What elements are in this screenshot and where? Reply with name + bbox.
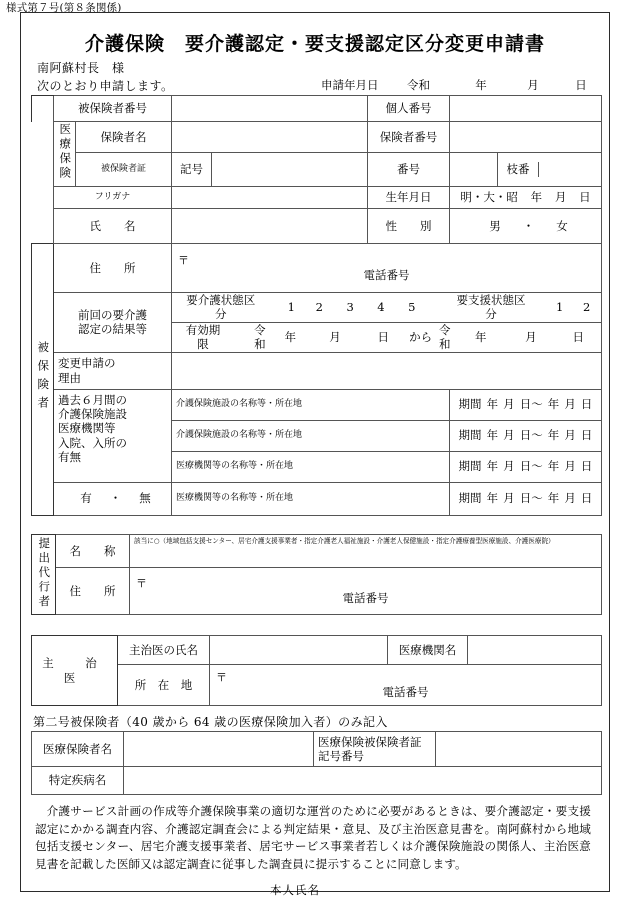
support-level-2[interactable]: 2 <box>582 300 591 315</box>
validity-from-day[interactable]: 日 <box>377 329 390 344</box>
personal-number-input[interactable] <box>450 96 602 122</box>
medical-card-number-label: 医療保険被保険者証 記号番号 <box>314 732 436 767</box>
period-from-day[interactable]: 日～ <box>519 397 543 412</box>
admission-no[interactable]: 無 <box>139 491 151 506</box>
card-branch-cell[interactable] <box>498 153 602 187</box>
period-to-year[interactable]: 年 <box>547 428 560 443</box>
card-symbol-label: 記号 <box>172 153 212 187</box>
medical-insurer-name-input[interactable] <box>124 732 314 767</box>
support-level-1[interactable]: 1 <box>555 300 564 315</box>
period-from-month[interactable]: 月 <box>503 428 515 443</box>
second-insured-title: 第二号被保険者（40 歳から 64 歳の医療保険加入者）のみ記入 <box>33 715 388 729</box>
agent-name-label: 名 称 <box>56 535 130 568</box>
period-to-year[interactable]: 年 <box>547 397 560 412</box>
doctor-table <box>31 635 602 706</box>
period-to-day[interactable]: 日 <box>580 397 593 412</box>
facility-period[interactable] <box>450 451 602 482</box>
period-label: 期間 <box>458 459 482 474</box>
admission-history-label: 過去６月間の 介護保険施設 医療機関等 入院、入所の 有無 <box>54 389 172 482</box>
validity-connector: から <box>409 329 433 344</box>
medical-card-number-input[interactable] <box>436 732 602 767</box>
doctor-institution-input[interactable] <box>468 636 602 665</box>
postal-mark: 〒 <box>136 576 147 590</box>
period-from-day[interactable]: 日～ <box>519 459 543 474</box>
validity-era-to: 令和 <box>439 322 451 352</box>
validity-era-from: 令和 <box>254 322 266 352</box>
form-number: 様式第７号(第８条関係) <box>6 2 122 14</box>
care-level-row[interactable] <box>172 293 602 323</box>
doctor-institution-label: 医療機関名 <box>388 636 468 665</box>
birthdate-label: 生年月日 <box>368 187 450 209</box>
second-insured-table-wrapper <box>31 731 601 795</box>
medical-insurance-vertical-label: 医療保険 <box>54 122 76 187</box>
insured-number-label: 被保険者番号 <box>54 96 172 122</box>
insurer-name-input[interactable] <box>172 122 368 153</box>
application-date-year[interactable]: 年 <box>475 78 487 92</box>
table-row <box>32 665 602 706</box>
care-level-1[interactable]: 1 <box>287 300 295 315</box>
table-row <box>32 209 602 244</box>
birth-day[interactable]: 日 <box>579 190 591 205</box>
tel-label: 電話番号 <box>363 267 410 282</box>
agent-table <box>31 534 602 615</box>
insurer-number-input[interactable] <box>450 122 602 153</box>
period-from-year[interactable]: 年 <box>486 428 499 443</box>
table-row <box>32 153 602 187</box>
personal-number-label: 個人番号 <box>368 96 450 122</box>
table-row <box>32 535 602 568</box>
table-row <box>32 482 602 515</box>
agent-vertical-label: 提出代行者 <box>32 535 56 615</box>
period-label: 期間 <box>458 428 482 443</box>
period-from-year[interactable]: 年 <box>486 397 499 412</box>
facility-name-label: 医療機関等の名称等・所在地 <box>172 482 450 515</box>
consent-paragraph: 介護サービス計画の作成等介護保険事業の適切な運営のために必要があるときは、要介護認定・要支援認定にかかる調査内容、介護認定調査会による判定結果・意見、及び主治医意見書を。南阿蘇村から地域包括支援センター、居宅介護支援事業者、居宅サービス事業者若しくは介護保険施設の関係人、主治医意見書を記載した医師又は認定調査に従事した調査員に提示することに同意します。 <box>35 804 591 871</box>
care-level-label: 要介護状態区分 <box>186 293 256 322</box>
period-to-day[interactable]: 日 <box>580 459 593 474</box>
birthdate-input[interactable] <box>450 187 602 209</box>
furigana-label: フリガナ <box>54 187 172 209</box>
period-from-year[interactable]: 年 <box>486 459 499 474</box>
postal-mark: 〒 <box>216 670 227 684</box>
name-input[interactable] <box>172 209 368 244</box>
period-from-month[interactable]: 月 <box>503 397 515 412</box>
period-to-day[interactable]: 日 <box>580 491 593 506</box>
insurer-number-label: 保険者番号 <box>368 122 450 153</box>
period-to-day[interactable]: 日 <box>580 428 593 443</box>
table-row <box>32 767 602 795</box>
table-row <box>32 122 602 153</box>
facility-name-label: 介護保険施設の名称等・所在地 <box>172 420 450 451</box>
doctor-section-label: 主 治 医 <box>32 636 118 706</box>
application-date-label: 申請年月日 <box>321 78 379 92</box>
insurer-name-label: 保険者名 <box>76 122 172 153</box>
admission-yes[interactable]: 有 <box>80 491 92 506</box>
table-row <box>32 732 602 767</box>
name-label: 氏 名 <box>54 209 172 244</box>
card-number-input[interactable] <box>450 153 498 187</box>
gender-female[interactable]: 女 <box>556 218 568 233</box>
table-row <box>32 187 602 209</box>
table-row <box>32 636 602 665</box>
main-table <box>31 95 602 516</box>
admission-yesno[interactable] <box>54 482 172 515</box>
period-to-month[interactable]: 月 <box>564 459 576 474</box>
second-insured-table <box>31 731 602 795</box>
facility-name-label: 介護保険施設の名称等・所在地 <box>172 389 450 420</box>
agent-table-wrapper <box>31 534 601 615</box>
agent-address-input[interactable] <box>130 568 602 615</box>
period-from-day[interactable]: 日～ <box>519 428 543 443</box>
gender-input[interactable] <box>450 209 602 244</box>
insured-number-input[interactable] <box>172 96 368 122</box>
facility-name-label: 医療機関等の名称等・所在地 <box>172 451 450 482</box>
period-from-month[interactable]: 月 <box>503 459 515 474</box>
table-row <box>32 244 602 293</box>
gender-male[interactable]: 男 <box>489 218 501 233</box>
card-number-label: 番号 <box>368 153 450 187</box>
period-to-year[interactable]: 年 <box>547 491 560 506</box>
page-title: 介護保険 要介護認定・要支援認定区分変更申請書 <box>84 33 545 55</box>
insurance-card-label: 被保険者証 <box>76 153 172 187</box>
doctor-location-input[interactable] <box>210 665 602 706</box>
validity-from-month[interactable]: 月 <box>329 329 341 344</box>
table-row <box>32 568 602 615</box>
furigana-input[interactable] <box>172 187 368 209</box>
doctor-table-wrapper <box>31 635 601 706</box>
validity-label: 有効期限 <box>185 322 221 352</box>
period-label: 期間 <box>458 491 482 506</box>
gender-separator: ・ <box>522 218 535 233</box>
tel-label: 電話番号 <box>382 684 429 699</box>
change-reason-label: 変更申請の 理由 <box>54 352 172 389</box>
period-to-month[interactable]: 月 <box>564 397 576 412</box>
gender-label: 性 別 <box>368 209 450 244</box>
application-date-month[interactable]: 月 <box>527 78 539 92</box>
address-input[interactable] <box>172 244 602 293</box>
previous-result-label: 前回の要介護 認定の結果等 <box>54 293 172 353</box>
specified-disease-input[interactable] <box>124 767 602 795</box>
period-from-day[interactable]: 日～ <box>519 491 543 506</box>
admission-separator: ・ <box>109 491 122 506</box>
period-to-month[interactable]: 月 <box>564 428 576 443</box>
table-row <box>32 293 602 323</box>
postal-mark: 〒 <box>178 253 189 267</box>
period-to-year[interactable]: 年 <box>547 459 560 474</box>
medical-insurer-name-label: 医療保険者名 <box>32 732 124 767</box>
card-symbol-input[interactable] <box>212 153 368 187</box>
period-label: 期間 <box>458 397 482 412</box>
facility-period[interactable] <box>450 420 602 451</box>
period-from-month[interactable]: 月 <box>503 491 515 506</box>
validity-to-year[interactable]: 年 <box>475 329 487 344</box>
birth-era-options[interactable]: 明・大・昭 <box>460 190 518 205</box>
agent-name-note: 該当に○（地域包括支援センター、居宅介護支援事業者・指定介護老人福祉施設・介護老人保健施設・指定介護療養型医療施設、介護医療院） <box>130 535 602 568</box>
table-row <box>32 96 602 122</box>
birth-month[interactable]: 月 <box>554 190 567 205</box>
address-label: 住 所 <box>54 244 172 293</box>
application-date-day[interactable]: 日 <box>575 78 587 92</box>
facility-period[interactable] <box>450 389 602 420</box>
specified-disease-label: 特定疾病名 <box>32 767 124 795</box>
period-from-year[interactable]: 年 <box>486 491 499 506</box>
facility-period[interactable] <box>450 482 602 515</box>
care-level-5[interactable]: 5 <box>408 300 416 315</box>
period-to-month[interactable]: 月 <box>564 491 576 506</box>
tel-label: 電話番号 <box>342 590 389 605</box>
card-branch-label: 枝番 <box>498 162 539 176</box>
doctor-name-input[interactable] <box>210 636 388 665</box>
doctor-name-label: 主治医の氏名 <box>118 636 210 665</box>
care-level-2[interactable]: 2 <box>315 300 323 315</box>
validity-to-month[interactable]: 月 <box>525 329 537 344</box>
change-reason-input[interactable] <box>172 352 602 389</box>
validity-to-day[interactable]: 日 <box>572 329 584 344</box>
signature-label: 本人氏名 <box>270 883 320 897</box>
addressee: 南阿蘇村長 様 <box>37 61 125 75</box>
application-date-era: 令和 <box>407 78 430 92</box>
declaration-text: 次のとおり申請します。 <box>37 79 174 93</box>
application-date-row <box>321 77 611 93</box>
table-row <box>32 352 602 389</box>
table-row <box>32 389 602 420</box>
birth-year[interactable]: 年 <box>530 190 543 205</box>
validity-from-year[interactable]: 年 <box>284 329 297 344</box>
card-branch-input[interactable] <box>539 162 601 176</box>
agent-address-label: 住 所 <box>56 568 130 615</box>
main-table-wrapper <box>31 95 601 516</box>
care-level-4[interactable]: 4 <box>377 300 385 315</box>
insured-person-vertical-label: 被保険者 <box>32 244 54 516</box>
care-level-3[interactable]: 3 <box>346 300 354 315</box>
form-frame <box>20 12 610 897</box>
validity-period-row[interactable] <box>172 322 602 352</box>
support-level-label: 要支援状態区分 <box>456 293 526 322</box>
doctor-location-label: 所 在 地 <box>118 665 210 706</box>
